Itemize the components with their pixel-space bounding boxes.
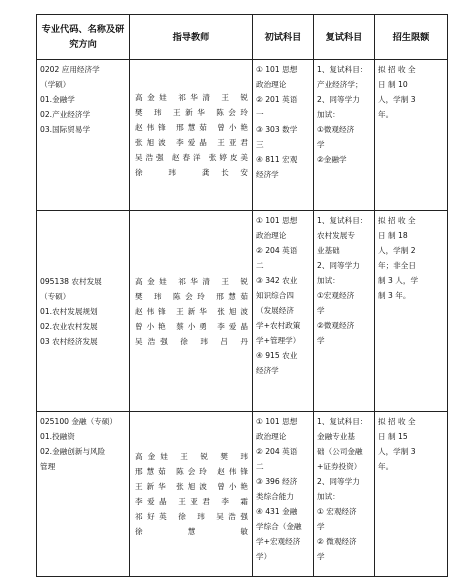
cell-advisors-line: 邢慧茹 陈会玲 赵伟锋	[135, 467, 248, 476]
cell-exam-first-line: ③ 342 农业	[256, 276, 298, 285]
cell-quota-line: 年。	[378, 110, 394, 119]
cell-quota-line: 年；非全日	[378, 261, 416, 270]
header-major: 专业代码、名称及研究方向	[37, 15, 130, 60]
cell-exam-first-line: 二	[256, 261, 264, 270]
cell-major-line: 02.农业农村发展	[40, 321, 98, 331]
cell-exam-first	[253, 412, 314, 577]
cell-advisors	[130, 60, 253, 211]
cell-exam-second-line: 1、复试科目：	[317, 65, 368, 74]
cell-exam-first-line: ④ 431 金融	[256, 507, 298, 516]
header-row	[37, 15, 448, 60]
cell-exam-second-line: 1、复试科目：	[317, 417, 368, 426]
cell-exam-first-line: 政治理论	[256, 80, 287, 89]
cell-advisors-line: 高金娃 王 锐 樊 玮	[135, 452, 248, 461]
cell-advisors-line: 高金娃 祁华清 王 锐	[135, 276, 248, 286]
cell-exam-second	[314, 60, 375, 211]
cell-exam-first-line: ② 204 英语	[256, 447, 298, 456]
cell-major-line: 02.金融创新与风险	[40, 447, 106, 456]
cell-exam-second-line: ②微观经济	[317, 321, 355, 330]
cell-quota-line: 人，学制 2	[378, 246, 416, 255]
cell-exam-first	[253, 60, 314, 211]
cell-exam-first-line: ② 204 英语	[256, 246, 298, 255]
cell-advisors-line: 吴浩强 徐 玮 吕 丹	[135, 336, 248, 346]
cell-exam-second-line: 学	[317, 306, 325, 315]
cell-exam-first-line: 类综合能力	[256, 492, 294, 501]
cell-major-line: 管理	[40, 462, 56, 471]
cell-exam-second-line: 学	[317, 140, 325, 149]
cell-exam-first-line: ① 101 思想	[256, 65, 298, 74]
header-quota: 招生限额	[375, 15, 448, 60]
cell-exam-first-line: 一	[256, 110, 264, 119]
cell-exam-second-line: 学	[317, 552, 325, 561]
cell-advisors	[130, 412, 253, 577]
cell-quota-line: 日 制 10	[378, 80, 408, 89]
cell-exam-second-line: 业基础	[317, 246, 340, 255]
cell-advisors-line: 高金娃 祁华清 王 锐	[135, 93, 248, 102]
cell-exam-second-line: ① 宏观经济	[317, 507, 357, 516]
cell-advisors-line: 赵伟锋 王新华 张旭波	[135, 306, 248, 316]
cell-exam-first-line: ③ 396 经济	[256, 477, 298, 486]
cell-exam-first-line: 经济学	[256, 366, 279, 375]
cell-advisors-line: 曾小艳 蔡小勇 李爱晶	[135, 321, 248, 331]
cell-exam-first-line: 学+农村政策	[256, 321, 301, 330]
cell-major	[37, 211, 130, 412]
cell-quota-line: 拟 招 收 全	[378, 65, 416, 74]
cell-exam-first-line: （发展经济	[256, 306, 294, 315]
cell-exam-second-line: +证券投资）	[317, 462, 362, 471]
table-row	[37, 60, 448, 211]
cell-exam-second	[314, 211, 375, 412]
cell-major-line: （专硕）	[40, 291, 71, 301]
header-exam-second: 复试科目	[314, 15, 375, 60]
cell-advisors-line: 吴浩强 赵春洋 张婷皮美	[135, 153, 248, 162]
cell-quota-line: 年。	[378, 462, 394, 471]
cell-exam-first-line: 学综合（金融	[256, 522, 302, 531]
cell-advisors-line: 祁好英 徐 玮 吴浩强	[135, 512, 248, 521]
cell-advisors-line: 王新华 张旭波 曾小艳	[135, 482, 248, 491]
cell-exam-first-line: ① 101 思想	[256, 417, 298, 426]
cell-exam-second-line: 2、同等学力	[317, 477, 360, 486]
cell-quota-line: 人，学制 3	[378, 95, 416, 104]
cell-exam-first-line: 学+管理学）	[256, 336, 301, 345]
header-advisors: 指导教师	[130, 15, 253, 60]
cell-quota-line: 日 制 18	[378, 231, 408, 240]
cell-quota	[375, 412, 448, 577]
cell-major-line: 0202 应用经济学	[40, 65, 100, 74]
cell-advisors	[130, 211, 253, 412]
cell-major	[37, 60, 130, 211]
cell-major-line: 03 农村经济发展	[40, 336, 98, 346]
cell-major	[37, 412, 130, 577]
cell-advisors-line: 张旭波 李爱晶 王亚君	[135, 138, 248, 147]
cell-major-line: 01.投融资	[40, 432, 75, 441]
cell-major-line: 01.农村发展规划	[40, 306, 98, 316]
cell-exam-first-line: ④ 915 农业	[256, 351, 298, 360]
cell-exam-second-line: ②金融学	[317, 155, 347, 164]
cell-exam-second-line: ①微观经济	[317, 125, 355, 134]
cell-exam-second-line: 学	[317, 522, 325, 531]
cell-exam-first-line: 政治理论	[256, 231, 287, 240]
cell-exam-first-line: 三	[256, 140, 264, 149]
cell-advisors-line: 樊 玮 王新华 陈会玲	[135, 108, 248, 117]
cell-exam-first-line: 知识综合四	[256, 291, 294, 300]
cell-quota-line: 人，学制 3	[378, 447, 416, 456]
cell-quota-line: 拟 招 收 全	[378, 216, 416, 225]
cell-exam-second-line: 加试：	[317, 276, 340, 285]
cell-major-line: 02.产业经济学	[40, 110, 91, 119]
cell-major-line: 095138 农村发展	[40, 276, 102, 286]
cell-major-line: 025100 金融（专硕）	[40, 417, 117, 426]
cell-exam-second-line: 加试：	[317, 110, 340, 119]
cell-advisors-line: 徐慧敏	[135, 527, 248, 536]
cell-exam-first-line: 二	[256, 462, 264, 471]
cell-exam-first-line: ① 101 思想	[256, 216, 298, 225]
cell-advisors-line: 樊 玮 陈会玲 邢慧茹	[135, 291, 248, 301]
cell-quota	[375, 60, 448, 211]
cell-advisors-line: 李爱晶 王亚君 李 霜	[135, 497, 248, 506]
cell-exam-second-line: ①宏观经济	[317, 291, 355, 300]
cell-exam-second-line: 1、复试科目：	[317, 216, 368, 225]
cell-advisors-line: 赵伟锋 邢慧茹 曾小艳	[135, 123, 248, 132]
cell-exam-first-line: 政治理论	[256, 432, 287, 441]
cell-major-line: （学硕）	[40, 80, 71, 89]
cell-exam-second-line: 础（公司金融	[317, 447, 363, 456]
cell-quota	[375, 211, 448, 412]
cell-exam-first	[253, 211, 314, 412]
cell-exam-second-line: 加试：	[317, 492, 340, 501]
cell-exam-second-line: 2、同等学力	[317, 95, 360, 104]
cell-advisors-line: 徐 玮 龚长安	[135, 168, 248, 177]
cell-exam-second-line: ② 微观经济	[317, 537, 357, 546]
cell-quota-line: 制 3 年。	[378, 291, 411, 300]
header-exam-first: 初试科目	[253, 15, 314, 60]
cell-exam-second-line: 农村发展专	[317, 231, 355, 240]
cell-exam-second-line: 学	[317, 336, 325, 345]
cell-quota-line: 拟 招 收 全	[378, 417, 416, 426]
table-row	[37, 211, 448, 412]
cell-quota-line: 制 3 人，学	[378, 276, 419, 285]
cell-exam-first-line: ② 201 英语	[256, 95, 298, 104]
cell-major-line: 01.金融学	[40, 95, 75, 104]
cell-exam-second-line: 金融专业基	[317, 432, 355, 441]
cell-exam-second-line: 产业经济学；	[317, 80, 363, 89]
cell-quota-line: 日 制 15	[378, 432, 408, 441]
cell-exam-first-line: 经济学	[256, 170, 279, 179]
table-row	[37, 412, 448, 577]
cell-major-line: 03.国际贸易学	[40, 125, 91, 134]
cell-exam-first-line: ④ 811 宏观	[256, 155, 298, 164]
cell-exam-first-line: ③ 303 数学	[256, 125, 298, 134]
cell-exam-second-line: 2、同等学力	[317, 261, 360, 270]
cell-exam-second	[314, 412, 375, 577]
cell-exam-first-line: 学+宏观经济	[256, 537, 301, 546]
admissions-table	[36, 14, 448, 577]
cell-exam-first-line: 学）	[256, 552, 272, 561]
